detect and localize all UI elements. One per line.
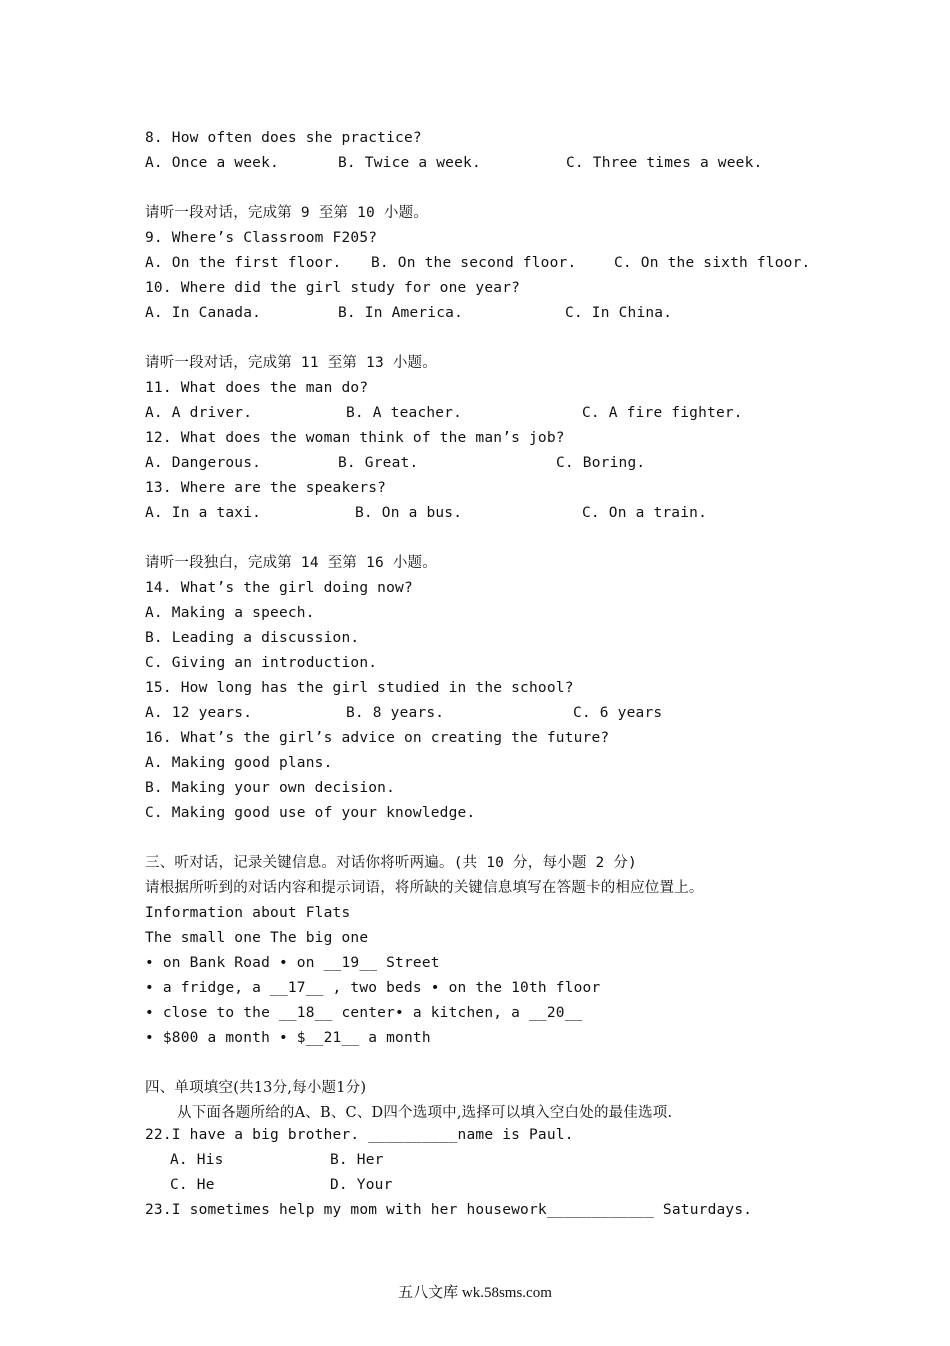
q15-stem: 15. How long has the girl studied in the school? [145, 680, 574, 696]
q10-stem: 10. Where did the girl study for one year? [145, 280, 521, 296]
footer-watermark: 五八文库 wk.58sms.com [398, 1285, 552, 1301]
q9-stem: 9. Where’s Classroom F205? [145, 230, 378, 246]
q22-option-b: B. Her [330, 1152, 384, 1168]
q14-option-b: B. Leading a discussion. [145, 630, 360, 646]
section-heading-14-16: 请听一段独白，完成第 14 至第 16 小题。 [145, 555, 437, 571]
q15-option-a: A. 12 years. [145, 705, 253, 721]
part-three-heading: 三、听对话，记录关键信息。对话你将听两遍。(共 10 分，每小题 2 分) [145, 855, 637, 871]
q11-option-c: C. A fire fighter. [582, 405, 743, 421]
info-row-4: • $800 a month • $__21__ a month [145, 1030, 431, 1046]
q10-option-b: B. In America. [338, 305, 464, 321]
q14-stem: 14. What’s the girl doing now? [145, 580, 413, 596]
q22-option-d: D. Your [330, 1177, 393, 1193]
q22-option-a: A. His [170, 1152, 224, 1168]
q15-option-b: B. 8 years. [346, 705, 445, 721]
q14-option-c: C. Giving an introduction. [145, 655, 378, 671]
q15-option-c: C. 6 years [573, 705, 663, 721]
q9-option-b: B. On the second floor. [371, 255, 577, 271]
q12-stem: 12. What does the woman think of the man’s job? [145, 430, 565, 446]
q23-stem: 23.I sometimes help my mom with her housework____________ Saturdays. [145, 1202, 753, 1218]
info-title: Information about Flats [145, 905, 351, 921]
q22-stem: 22.I have a big brother. __________name is Paul. [145, 1127, 574, 1143]
q9-option-a: A. On the first floor. [145, 255, 342, 271]
q8-option-a: A. Once a week. [145, 155, 279, 171]
q8-stem: 8. How often does she practice? [145, 130, 422, 146]
part-four-heading: 四、单项填空(共13分,每小题1分) [145, 1080, 367, 1096]
q10-option-c: C. In China. [565, 305, 673, 321]
q13-option-a: A. In a taxi. [145, 505, 262, 521]
q22-option-c: C. He [170, 1177, 215, 1193]
q16-stem: 16. What’s the girl’s advice on creating the future? [145, 730, 610, 746]
q13-option-c: C. On a train. [582, 505, 708, 521]
info-row-3: • close to the __18__ center• a kitchen, a __20__ [145, 1005, 583, 1021]
q9-option-c: C. On the sixth floor. [614, 255, 811, 271]
section-heading-11-13: 请听一段对话，完成第 11 至第 13 小题。 [145, 355, 437, 371]
q8-option-c: C. Three times a week. [566, 155, 763, 171]
q16-option-c: C. Making good use of your knowledge. [145, 805, 476, 821]
q16-option-b: B. Making your own decision. [145, 780, 396, 796]
info-row-1: • on Bank Road • on __19__ Street [145, 955, 440, 971]
info-row-2: • a fridge, a __17__ , two beds • on the 10th floor [145, 980, 601, 996]
section-heading-9-10: 请听一段对话，完成第 9 至第 10 小题。 [145, 205, 429, 221]
q12-option-c: C. Boring. [556, 455, 646, 471]
part-four-instructions: 从下面各题所给的A、B、C、D四个选项中,选择可以填入空白处的最佳选项. [177, 1105, 673, 1121]
part-three-instructions: 请根据所听到的对话内容和提示词语，将所缺的关键信息填写在答题卡的相应位置上。 [145, 880, 704, 896]
q11-stem: 11. What does the man do? [145, 380, 369, 396]
q14-option-a: A. Making a speech. [145, 605, 315, 621]
q11-option-a: A. A driver. [145, 405, 253, 421]
info-header: The small one The big one [145, 930, 369, 946]
q12-option-b: B. Great. [338, 455, 419, 471]
q12-option-a: A. Dangerous. [145, 455, 262, 471]
q13-option-b: B. On a bus. [355, 505, 463, 521]
q13-stem: 13. Where are the speakers? [145, 480, 387, 496]
q16-option-a: A. Making good plans. [145, 755, 333, 771]
q10-option-a: A. In Canada. [145, 305, 262, 321]
q8-option-b: B. Twice a week. [338, 155, 481, 171]
q11-option-b: B. A teacher. [346, 405, 463, 421]
